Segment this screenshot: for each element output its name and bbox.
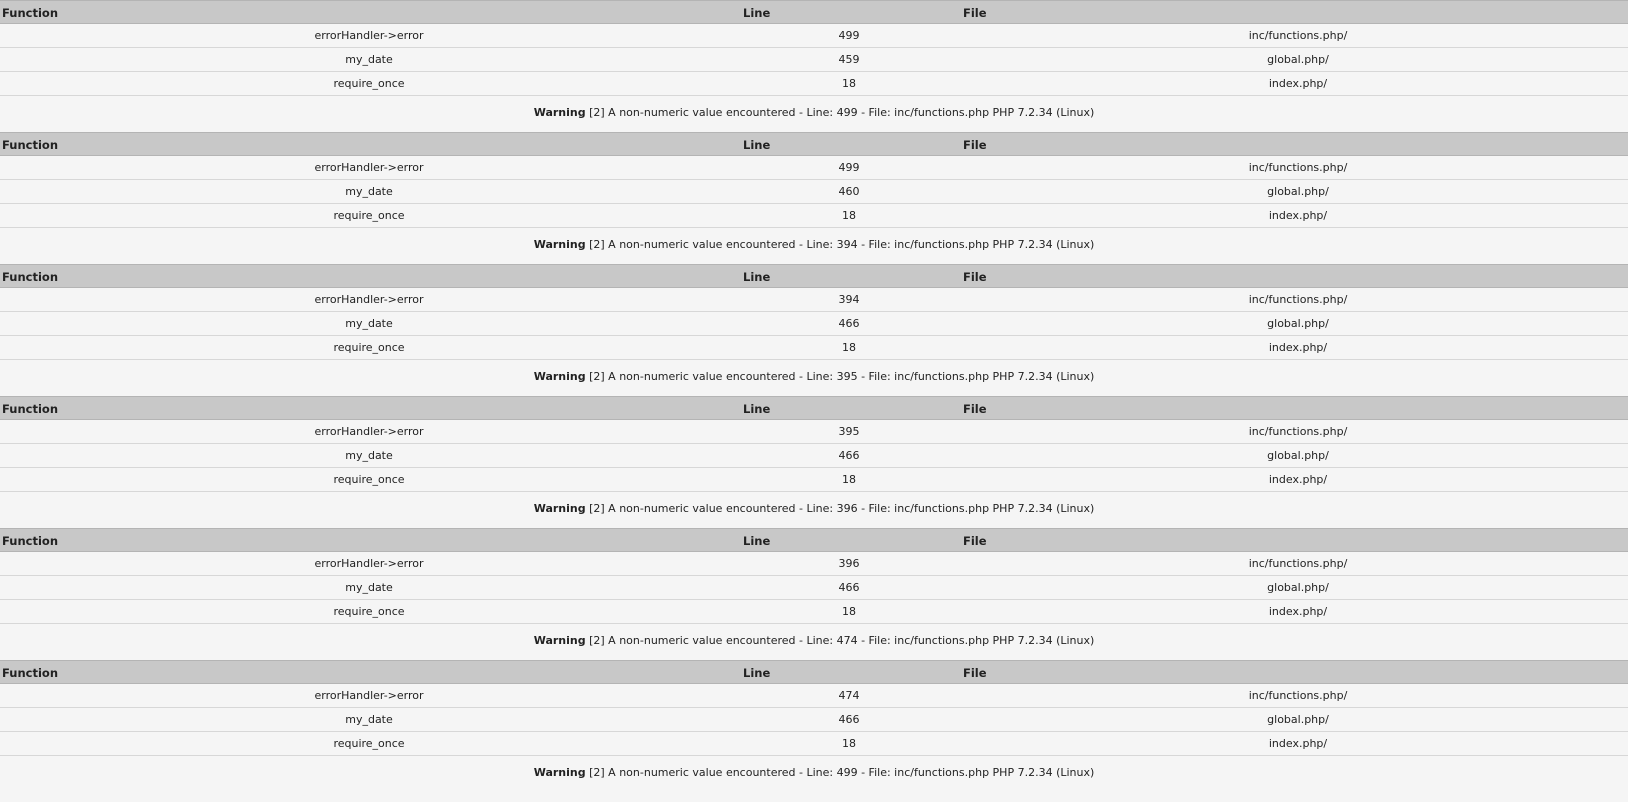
table-row [0,708,1628,732]
warning-message [0,756,1628,792]
header-line: Line [743,6,771,20]
cell-line: 18 [842,605,856,618]
table-row [0,312,1628,336]
cell-line: 395 [838,425,860,438]
cell-line: 18 [842,209,856,222]
header-file: File [963,270,987,284]
cell-file: global.php/ [1267,317,1329,330]
cell-file: index.php/ [1268,737,1328,750]
cell-line: 396 [838,557,860,570]
table-row [0,732,1628,756]
cell-function: my_date [345,53,393,66]
cell-function: my_date [345,581,393,594]
header-file: File [963,402,987,416]
cell-function: errorHandler->error [314,293,424,306]
cell-function: errorHandler->error [314,425,424,438]
trace-block [0,396,1628,528]
table-row [0,684,1628,708]
cell-file: global.php/ [1267,53,1329,66]
header-function: Function [2,666,59,680]
cell-line: 499 [838,29,860,42]
cell-file: inc/functions.php/ [1248,689,1348,702]
warning-text: [2] A non-numeric value encountered - Line: 499 - File: inc/functions.php PHP 7.2.34 (Linux) [585,766,1095,779]
cell-line: 466 [838,449,860,462]
table-row [0,288,1628,312]
cell-line: 18 [842,473,856,486]
warning-label: Warning [533,370,586,383]
cell-line: 18 [842,341,856,354]
cell-function: my_date [345,449,393,462]
warning-message [0,624,1628,660]
warning-text: [2] A non-numeric value encountered - Line: 396 - File: inc/functions.php PHP 7.2.34 (Linux) [585,502,1095,515]
cell-file: index.php/ [1268,605,1328,618]
header-line: Line [743,138,771,152]
header-function: Function [2,534,59,548]
cell-line: 394 [838,293,860,306]
warning-message [0,96,1628,132]
cell-line: 459 [838,53,860,66]
trace-table-header [0,132,1628,156]
cell-file: index.php/ [1268,209,1328,222]
trace-block [0,0,1628,132]
warning-text: [2] A non-numeric value encountered - Line: 474 - File: inc/functions.php PHP 7.2.34 (Linux) [585,634,1095,647]
warning-text: [2] A non-numeric value encountered - Line: 394 - File: inc/functions.php PHP 7.2.34 (Linux) [585,238,1095,251]
cell-line: 460 [838,185,860,198]
warning-label: Warning [533,766,586,779]
warning-message [0,360,1628,396]
header-function: Function [2,270,59,284]
table-row [0,444,1628,468]
cell-file: global.php/ [1267,713,1329,726]
warning-message [0,228,1628,264]
cell-function: my_date [345,317,393,330]
table-row [0,552,1628,576]
table-row [0,420,1628,444]
cell-file: index.php/ [1268,341,1328,354]
trace-table-header [0,660,1628,684]
cell-function: require_once [333,605,405,618]
warning-label: Warning [533,502,586,515]
cell-file: inc/functions.php/ [1248,293,1348,306]
cell-file: index.php/ [1268,473,1328,486]
cell-function: my_date [345,185,393,198]
cell-line: 499 [838,161,860,174]
header-function: Function [2,138,59,152]
trace-table-header [0,528,1628,552]
table-row [0,72,1628,96]
cell-function: errorHandler->error [314,689,424,702]
cell-function: errorHandler->error [314,29,424,42]
header-function: Function [2,6,59,20]
cell-line: 466 [838,317,860,330]
cell-function: require_once [333,341,405,354]
cell-function: require_once [333,473,405,486]
warning-label: Warning [533,238,586,251]
cell-file: inc/functions.php/ [1248,425,1348,438]
table-row [0,180,1628,204]
cell-file: global.php/ [1267,185,1329,198]
cell-file: inc/functions.php/ [1248,29,1348,42]
cell-file: index.php/ [1268,77,1328,90]
header-line: Line [743,270,771,284]
cell-function: my_date [345,713,393,726]
table-row [0,336,1628,360]
cell-file: global.php/ [1267,449,1329,462]
cell-line: 474 [838,689,860,702]
warning-text: [2] A non-numeric value encountered - Line: 499 - File: inc/functions.php PHP 7.2.34 (Linux) [585,106,1095,119]
trace-block [0,660,1628,792]
table-row [0,156,1628,180]
table-row [0,468,1628,492]
trace-table-header [0,0,1628,24]
header-file: File [963,666,987,680]
cell-file: global.php/ [1267,581,1329,594]
cell-function: require_once [333,209,405,222]
warning-text: [2] A non-numeric value encountered - Line: 395 - File: inc/functions.php PHP 7.2.34 (Linux) [585,370,1095,383]
header-line: Line [743,666,771,680]
cell-function: errorHandler->error [314,557,424,570]
header-file: File [963,534,987,548]
trace-block [0,132,1628,264]
cell-line: 466 [838,581,860,594]
header-line: Line [743,534,771,548]
table-row [0,576,1628,600]
table-row [0,204,1628,228]
cell-file: inc/functions.php/ [1248,161,1348,174]
cell-function: require_once [333,77,405,90]
trace-block [0,264,1628,396]
table-row [0,24,1628,48]
cell-function: errorHandler->error [314,161,424,174]
header-line: Line [743,402,771,416]
cell-function: require_once [333,737,405,750]
cell-line: 18 [842,737,856,750]
header-file: File [963,138,987,152]
table-row [0,600,1628,624]
cell-file: inc/functions.php/ [1248,557,1348,570]
cell-line: 18 [842,77,856,90]
header-file: File [963,6,987,20]
trace-table-header [0,264,1628,288]
trace-block [0,528,1628,660]
warning-label: Warning [533,106,586,119]
trace-table-header [0,396,1628,420]
header-function: Function [2,402,59,416]
warning-message [0,492,1628,528]
table-row [0,48,1628,72]
warning-label: Warning [533,634,586,647]
cell-line: 466 [838,713,860,726]
